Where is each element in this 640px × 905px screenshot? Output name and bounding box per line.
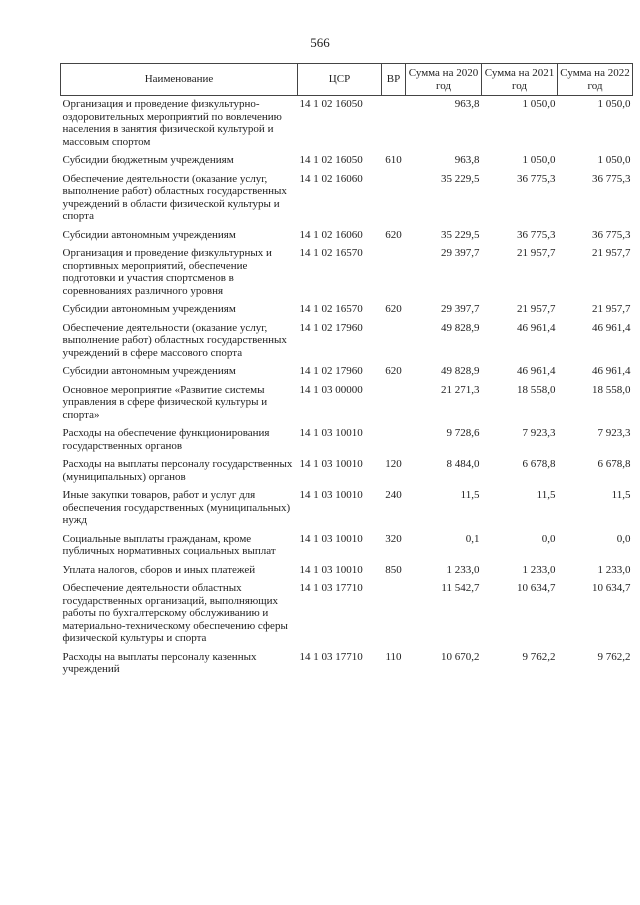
cell-name: Расходы на выплаты персоналу государственных (муниципальных) органов (62, 458, 293, 483)
cell-2021: 10 634,7 (517, 582, 556, 594)
cell-2020: 9 728,6 (446, 427, 480, 439)
cell-2021: 1 050,0 (522, 98, 556, 110)
cell-2022: 18 558,0 (592, 383, 631, 396)
cell-name: Уплата налогов, сборов и иных платежей (62, 563, 256, 576)
cell-2021: 11,5 (536, 489, 556, 501)
cell-2021: 46 961,4 (517, 365, 556, 377)
table-body (61, 96, 633, 680)
cell-2020: 21 271,3 (441, 383, 480, 396)
table-row (61, 301, 633, 320)
table-row (61, 363, 633, 382)
cell-vr (382, 425, 406, 456)
cell-name: Иные закупки товаров, работ и услуг для обеспечения государственных (муниципальных) нужд (62, 489, 291, 526)
table-row (61, 649, 633, 680)
cell-2021: 1 233,0 (522, 563, 556, 576)
table-row (61, 580, 633, 649)
cell-vr (382, 320, 406, 364)
cell-2021: 21 957,7 (517, 303, 556, 315)
cell-2020: 11,5 (460, 489, 480, 501)
cell-vr (382, 580, 406, 649)
cell-csr: 14 1 02 16050 (299, 98, 363, 110)
budget-table (60, 63, 633, 680)
cell-name: Субсидии автономным учреждениям (62, 228, 236, 241)
table-row (61, 227, 633, 246)
table-row (61, 152, 633, 171)
cell-vr: 240 (385, 489, 402, 501)
cell-2020: 8 484,0 (446, 458, 480, 470)
cell-2021: 46 961,4 (517, 321, 556, 334)
cell-2022: 46 961,4 (592, 321, 631, 334)
cell-2020: 49 828,9 (441, 321, 480, 334)
cell-2021: 21 957,7 (517, 247, 556, 259)
cell-csr: 14 1 02 16060 (299, 228, 363, 241)
cell-vr: 120 (385, 458, 402, 470)
header-2022: Сумма на 2022 год (558, 64, 633, 96)
cell-2022: 7 923,3 (597, 427, 631, 439)
cell-name: Субсидии бюджетным учреждениям (62, 154, 234, 166)
cell-vr: 320 (385, 532, 402, 545)
header-name: Наименование (61, 64, 298, 96)
cell-2021: 18 558,0 (517, 383, 556, 396)
cell-csr: 14 1 03 10010 (299, 532, 363, 545)
cell-2021: 7 923,3 (522, 427, 556, 439)
cell-2020: 963,8 (454, 154, 480, 166)
cell-vr: 620 (385, 303, 402, 315)
cell-csr: 14 1 02 17960 (299, 321, 363, 334)
table-row (61, 96, 633, 153)
page-number: 566 (310, 35, 330, 50)
cell-name: Расходы на обеспечение функционирования государственных органов (62, 427, 270, 452)
cell-2020: 49 828,9 (441, 365, 480, 377)
cell-2020: 963,8 (454, 98, 480, 110)
cell-csr: 14 1 03 10010 (299, 427, 363, 439)
header-2021: Сумма на 2021 год (482, 64, 558, 96)
table-row (61, 456, 633, 487)
cell-name: Субсидии автономным учреждениям (62, 303, 236, 315)
cell-name: Обеспечение деятельности (оказание услуг, выполнение работ) областных государственных учреждений в сфере массового спорта (62, 321, 287, 359)
cell-2021: 1 050,0 (522, 154, 556, 166)
cell-csr: 14 1 03 00000 (299, 383, 363, 396)
cell-2022: 10 634,7 (592, 582, 631, 594)
cell-2022: 1 050,0 (597, 98, 631, 110)
cell-2022: 6 678,8 (597, 458, 631, 470)
cell-2021: 0,0 (541, 532, 556, 545)
cell-2020: 1 233,0 (446, 563, 480, 576)
cell-name: Субсидии автономным учреждениям (62, 365, 236, 377)
cell-csr: 14 1 02 16570 (299, 303, 363, 315)
table-row (61, 562, 633, 581)
cell-csr: 14 1 02 17960 (299, 365, 363, 377)
cell-2022: 9 762,2 (597, 650, 631, 663)
cell-name: Организация и проведение физкультурных и спортивных мероприятий, обеспечение подготовки и участия спортсменов в соревнованиях различного уровня (62, 247, 272, 297)
table-row (61, 487, 633, 531)
cell-vr: 850 (385, 563, 402, 576)
cell-csr: 14 1 03 10010 (299, 563, 363, 576)
cell-csr: 14 1 03 10010 (299, 489, 363, 501)
cell-2022: 46 961,4 (592, 365, 631, 377)
cell-2021: 6 678,8 (522, 458, 556, 470)
cell-name: Обеспечение деятельности (оказание услуг, выполнение работ) областных государственных учреждений в области физической культуры и спорта (62, 172, 287, 222)
cell-2022: 21 957,7 (592, 303, 631, 315)
header-2020: Сумма на 2020 год (406, 64, 482, 96)
cell-2020: 35 229,5 (441, 228, 480, 241)
cell-2022: 36 775,3 (592, 228, 631, 241)
table-row (61, 245, 633, 301)
cell-name: Организация и проведение физкультурно-оздоровительных мероприятий по вовлечению населения в занятия физической культурой и массовым спортом (62, 98, 282, 148)
cell-name: Обеспечение деятельности областных государственных организаций, выполняющих работы по бухгалтерскому обслуживанию и материально-техническому обеспечению сферы физической культуры и спорта (62, 582, 288, 644)
cell-2020: 29 397,7 (441, 247, 480, 259)
cell-vr (382, 245, 406, 301)
cell-2021: 9 762,2 (522, 650, 556, 663)
cell-vr: 610 (385, 154, 402, 166)
cell-2020: 35 229,5 (441, 172, 480, 185)
cell-vr (382, 382, 406, 426)
cell-2022: 36 775,3 (592, 172, 631, 185)
cell-2020: 11 542,7 (441, 582, 480, 594)
table-header (61, 64, 633, 96)
cell-2020: 29 397,7 (441, 303, 480, 315)
cell-2022: 0,0 (616, 532, 631, 545)
cell-2021: 36 775,3 (517, 172, 556, 185)
cell-csr: 14 1 02 16570 (299, 247, 363, 259)
cell-name: Основное мероприятие «Развитие системы управления в сфере физической культуры и спорта» (62, 383, 268, 421)
cell-2021: 36 775,3 (517, 228, 556, 241)
cell-name: Расходы на выплаты персоналу казенных учреждений (62, 650, 257, 675)
cell-vr (382, 171, 406, 227)
header-vr: ВР (382, 64, 406, 96)
cell-vr: 620 (385, 365, 402, 377)
table-row (61, 320, 633, 364)
cell-2020: 10 670,2 (441, 650, 480, 663)
cell-name: Социальные выплаты гражданам, кроме публичных нормативных социальных выплат (62, 532, 276, 557)
table-row (61, 382, 633, 426)
cell-2022: 1 233,0 (597, 563, 631, 576)
cell-2022: 21 957,7 (592, 247, 631, 259)
cell-vr: 110 (385, 650, 402, 663)
cell-csr: 14 1 03 17710 (299, 582, 363, 594)
cell-vr (382, 96, 406, 153)
cell-csr: 14 1 02 16060 (299, 172, 363, 185)
cell-csr: 14 1 03 17710 (299, 650, 363, 663)
table-row (61, 425, 633, 456)
header-csr: ЦСР (298, 64, 382, 96)
table-row (61, 171, 633, 227)
table-row (61, 531, 633, 562)
cell-csr: 14 1 03 10010 (299, 458, 363, 470)
cell-csr: 14 1 02 16050 (299, 154, 363, 166)
cell-2022: 1 050,0 (597, 154, 631, 166)
cell-vr: 620 (385, 228, 402, 241)
cell-2022: 11,5 (611, 489, 631, 501)
cell-2020: 0,1 (465, 532, 480, 545)
